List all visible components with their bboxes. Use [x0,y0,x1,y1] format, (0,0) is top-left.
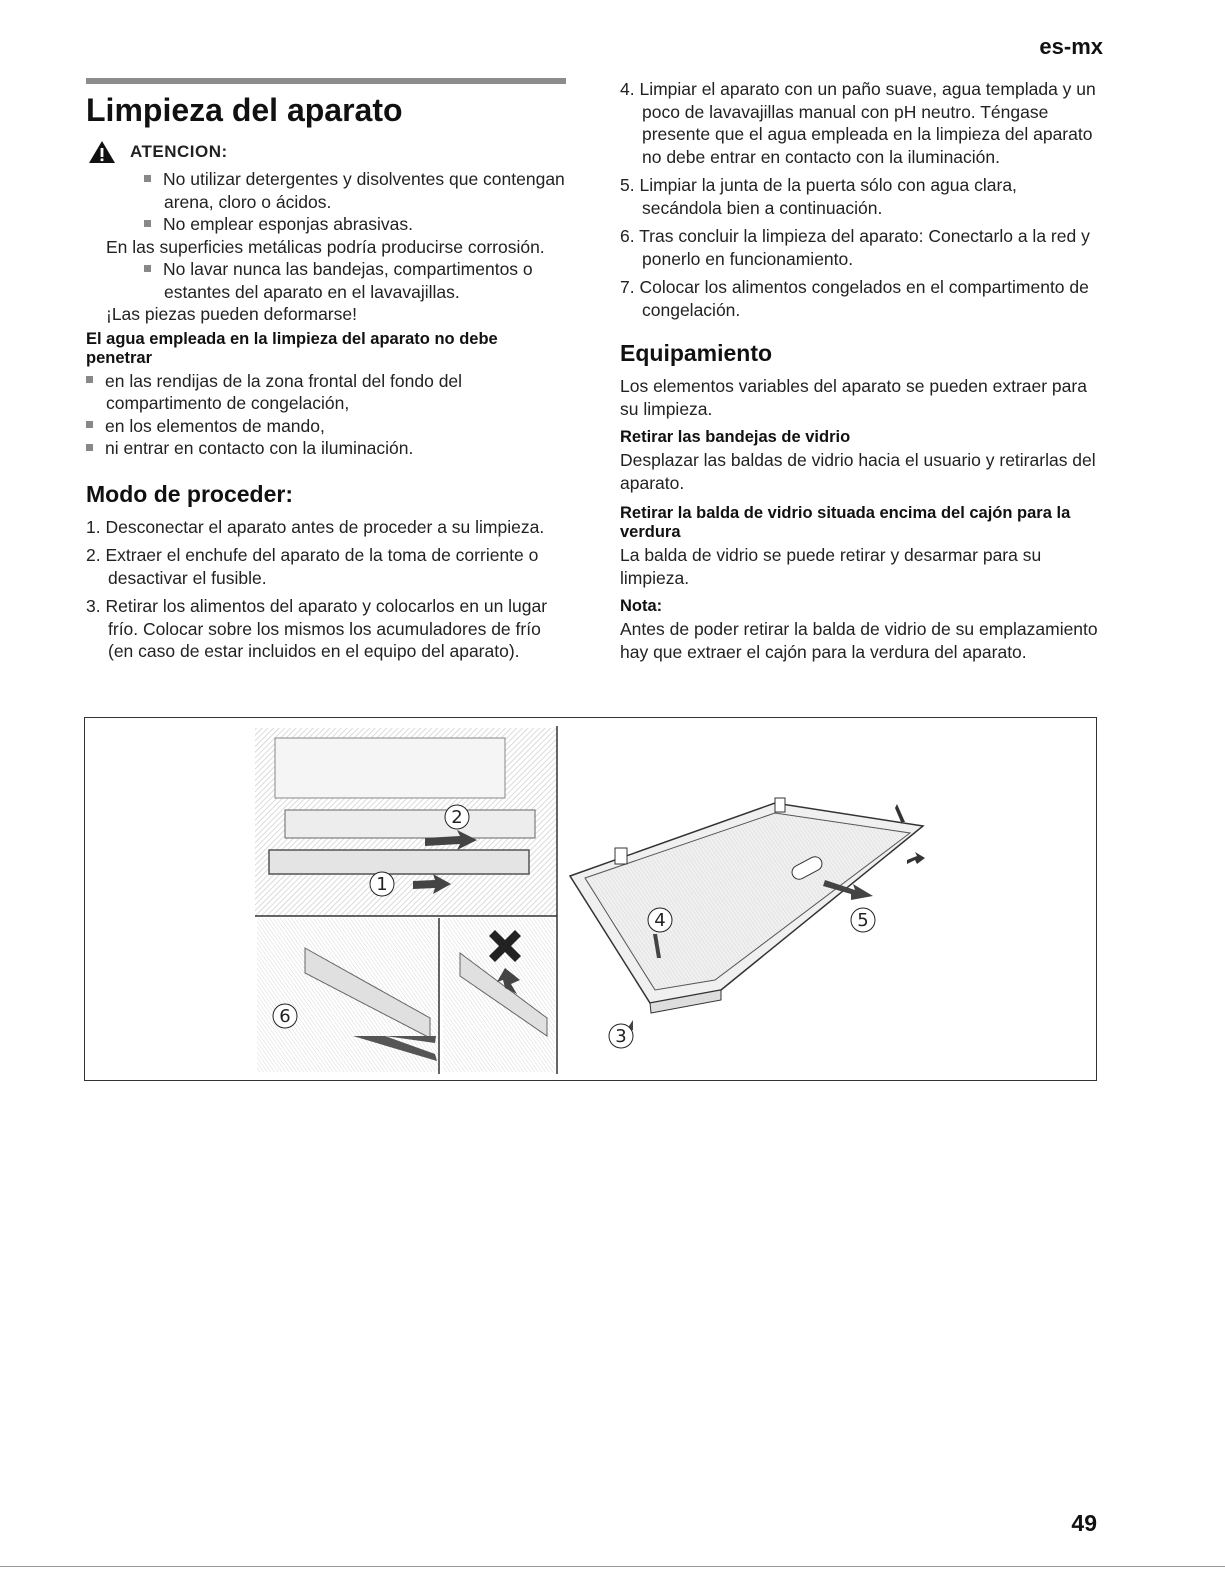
callout-1: 1 [376,874,388,895]
veg-heading: Retirar la balda de vidrio situada encima del cajón para la verdura [620,504,1071,541]
title-rule [86,78,566,84]
shelf-illustration [85,718,1095,1079]
warning-item: No emplear esponjas abrasivas. [86,213,566,236]
step-item: 5. Limpiar la junta de la puerta sólo con agua clara, secándola bien a continuación. [620,175,1017,218]
water-item: en las rendijas de la zona frontal del fondo del compartimento de congelación, [86,370,566,415]
metal-note: En las superficies metálicas podría producirse corrosión. [106,236,545,257]
bullet-icon [86,421,93,428]
warning-item: No lavar nunca las bandejas, compartimentos o estantes del aparato en el lavavajillas. [86,258,566,303]
bullet-icon [144,175,151,182]
callout-3: 3 [615,1026,627,1047]
water-item: ni entrar en contacto con la iluminación. [86,437,566,460]
note-text: Antes de poder retirar la balda de vidrio de su emplazamiento hay que extraer el cajón para la verdura del aparato. [620,619,1098,662]
page-title: Limpieza del aparato [86,92,403,128]
page-number: 49 [1071,1510,1097,1536]
bullet-icon [144,265,151,272]
equipment-title: Equipamiento [620,340,773,366]
veg-text: La balda de vidrio se puede retirar y desarmar para su limpieza. [620,545,1042,588]
right-column [620,78,1098,663]
step-item: 6. Tras concluir la limpieza del aparato: Conectarlo a la red y ponerlo en funcionamiento. [620,226,1090,269]
warning-label: ATENCION: [130,141,228,161]
callout-4: 4 [654,910,666,931]
procedure-steps-cont [620,78,1098,321]
step-item: 4. Limpiar el aparato con un paño suave, agua templada y un poco de lavavajillas manual con pH neutro. Téngase presente que el agua empleada en la limpieza del aparato no debe entrar en contacto con la iluminación. [620,79,1096,167]
warning-item: No utilizar detergentes y disolventes que contengan arena, cloro o ácidos. [86,168,566,213]
note-label: Nota: [620,597,663,615]
bottom-rule [0,1566,1225,1567]
step-item: 3. Retirar los alimentos del aparato y colocarlos en un lugar frío. Colocar sobre los mismos los acumuladores de frío (en caso de estar incluidos en el equipo del aparato). [86,596,548,661]
deform-note: ¡Las piezas pueden deformarse! [106,304,357,324]
shelves-heading: Retirar las bandejas de vidrio [620,428,851,446]
left-column [86,78,566,669]
procedure-title: Modo de proceder: [86,480,294,507]
equipment-text: Los elementos variables del aparato se pueden extraer para su limpieza. [620,376,1087,419]
bullet-icon [86,376,93,383]
callout-6: 6 [279,1006,291,1027]
step-item: 7. Colocar los alimentos congelados en el compartimento de congelación. [620,277,1089,320]
bullet-icon [86,444,93,451]
shelf-removal-figure [84,717,1097,1081]
step-item: 2. Extraer el enchufe del aparato de la toma de corriente o desactivar el fusible. [86,545,539,588]
callout-2: 2 [451,807,463,828]
warning-header [88,140,566,164]
callout-5: 5 [857,910,869,931]
bullet-icon [144,220,151,227]
step-item: 1. Desconectar el aparato antes de proceder a su limpieza. [86,516,545,537]
water-item: en los elementos de mando, [86,415,566,438]
warning-icon [88,140,116,164]
shelves-text: Desplazar las baldas de vidrio hacia el usuario y retirarlas del aparato. [620,450,1096,493]
language-code: es-mx [1039,34,1103,59]
water-heading: El agua empleada en la limpieza del aparato no debe penetrar [86,329,498,367]
procedure-steps [86,516,566,663]
